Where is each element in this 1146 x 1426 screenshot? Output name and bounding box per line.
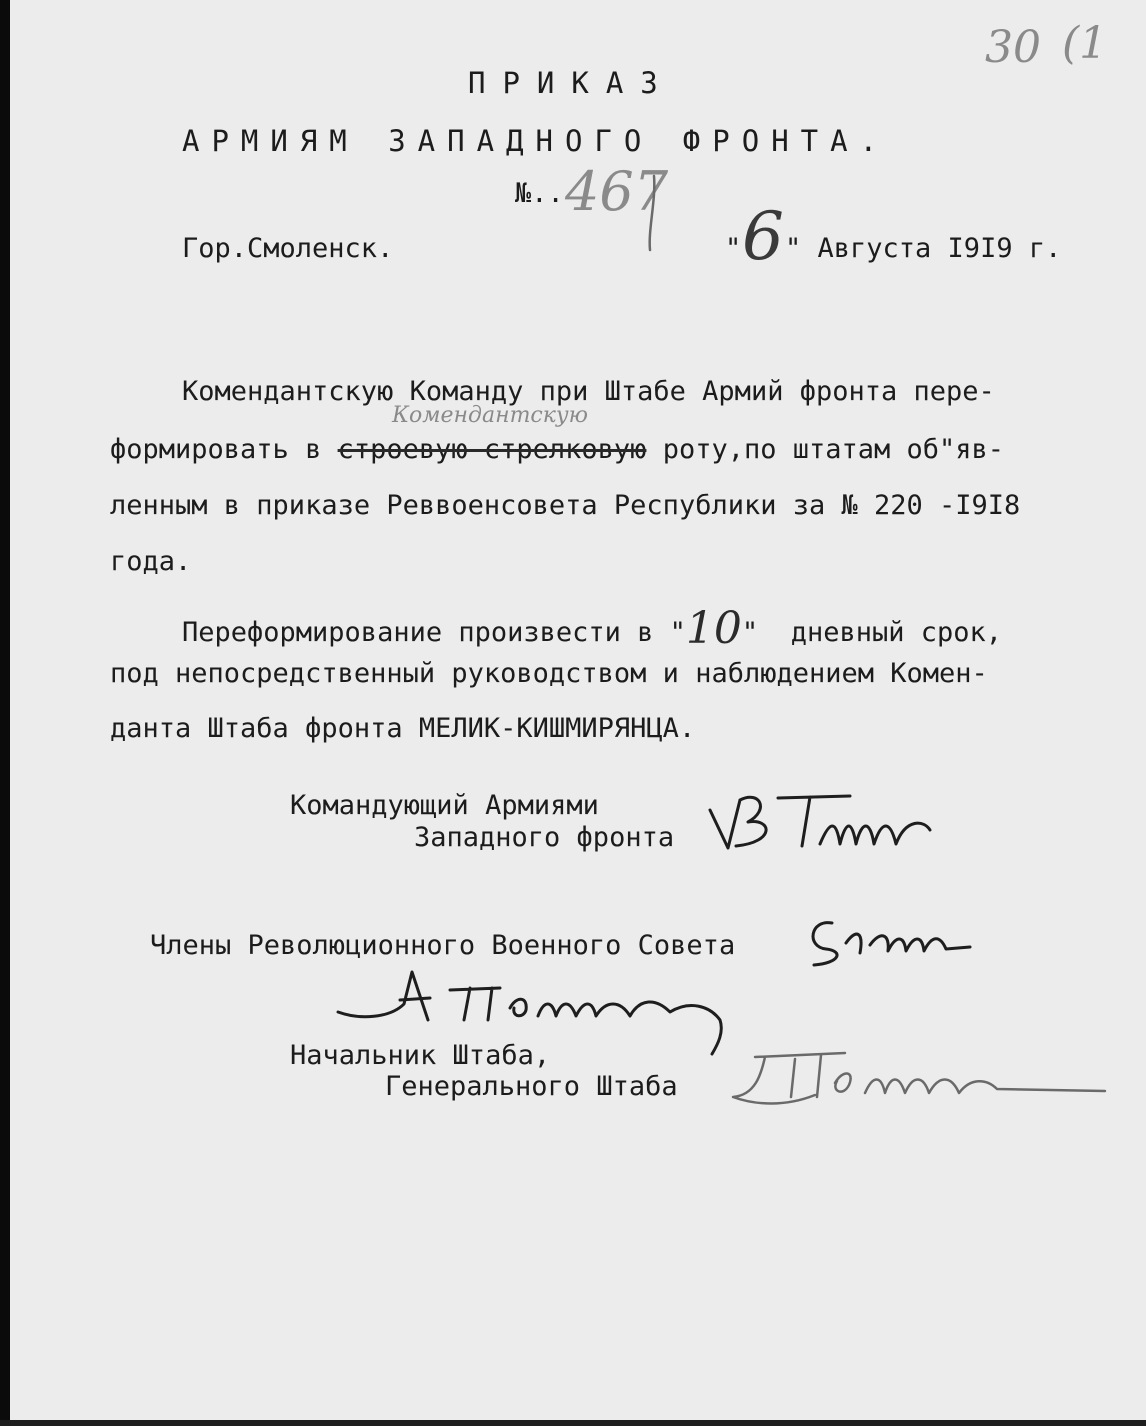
- pencil-stroke-mark: [640, 170, 680, 260]
- order-title: ПРИКАЗ: [468, 66, 675, 100]
- commander-signature: [700, 770, 960, 870]
- commander-title-line-1: Командующий Армиями: [290, 790, 599, 821]
- paragraph-1-line-2-start: формировать в: [110, 434, 338, 465]
- commander-title-line-2: Западного фронта: [414, 822, 675, 853]
- city: Гор.Смоленск.: [182, 233, 394, 264]
- archive-page-number: (1: [1062, 18, 1108, 69]
- date-day-handwritten: 6: [742, 198, 784, 275]
- days-handwritten: 10: [685, 603, 742, 654]
- council-members-label: Члены Революционного Военного Совета: [150, 930, 736, 961]
- paragraph-1-line-4: года.: [110, 546, 192, 577]
- handwritten-insertion: Комендантскую: [392, 403, 589, 428]
- paragraph-2-line-1-end: " дневный срок,: [741, 617, 1003, 648]
- paragraph-2-line-1-start: Переформирование произвести в ": [182, 617, 686, 648]
- chief-of-staff-title-line-2: Генерального Штаба: [385, 1071, 678, 1102]
- chief-of-staff-title-line-1: Начальник Штаба,: [290, 1040, 551, 1071]
- chief-of-staff-signature: [725, 1035, 1115, 1125]
- paragraph-1-line-3: ленным в приказе Реввоенсовета Республики за № 220 -I9I8: [110, 490, 1021, 521]
- order-subtitle: АРМИЯМ ЗАПАДНОГО ФРОНТА.: [182, 124, 890, 158]
- archive-sheet-number: 30: [985, 22, 1041, 73]
- order-number-label: №..: [515, 178, 564, 209]
- struck-text: строевую стрелковую: [337, 434, 647, 465]
- date-month-year: " Августа I9I9 г.: [785, 233, 1062, 264]
- council-signature-1: [800, 905, 990, 975]
- paragraph-2-line-2: под непосредственный руководством и наблюдением Комен-: [110, 658, 988, 689]
- paragraph-1-line-2: [110, 434, 1004, 465]
- paragraph-1-line-1: Комендантскую Команду при Штабе Армий фронта пере-: [182, 376, 995, 407]
- paragraph-1-line-2-end: роту,по штатам об"яв-: [646, 434, 1005, 465]
- paragraph-2-line-1: [182, 601, 1002, 652]
- order-number-handwritten: 467: [565, 160, 669, 223]
- paragraph-2-line-3: данта Штаба фронта МЕЛИК-КИШМИРЯНЦА.: [110, 713, 696, 744]
- date-open-quote: ": [725, 233, 742, 264]
